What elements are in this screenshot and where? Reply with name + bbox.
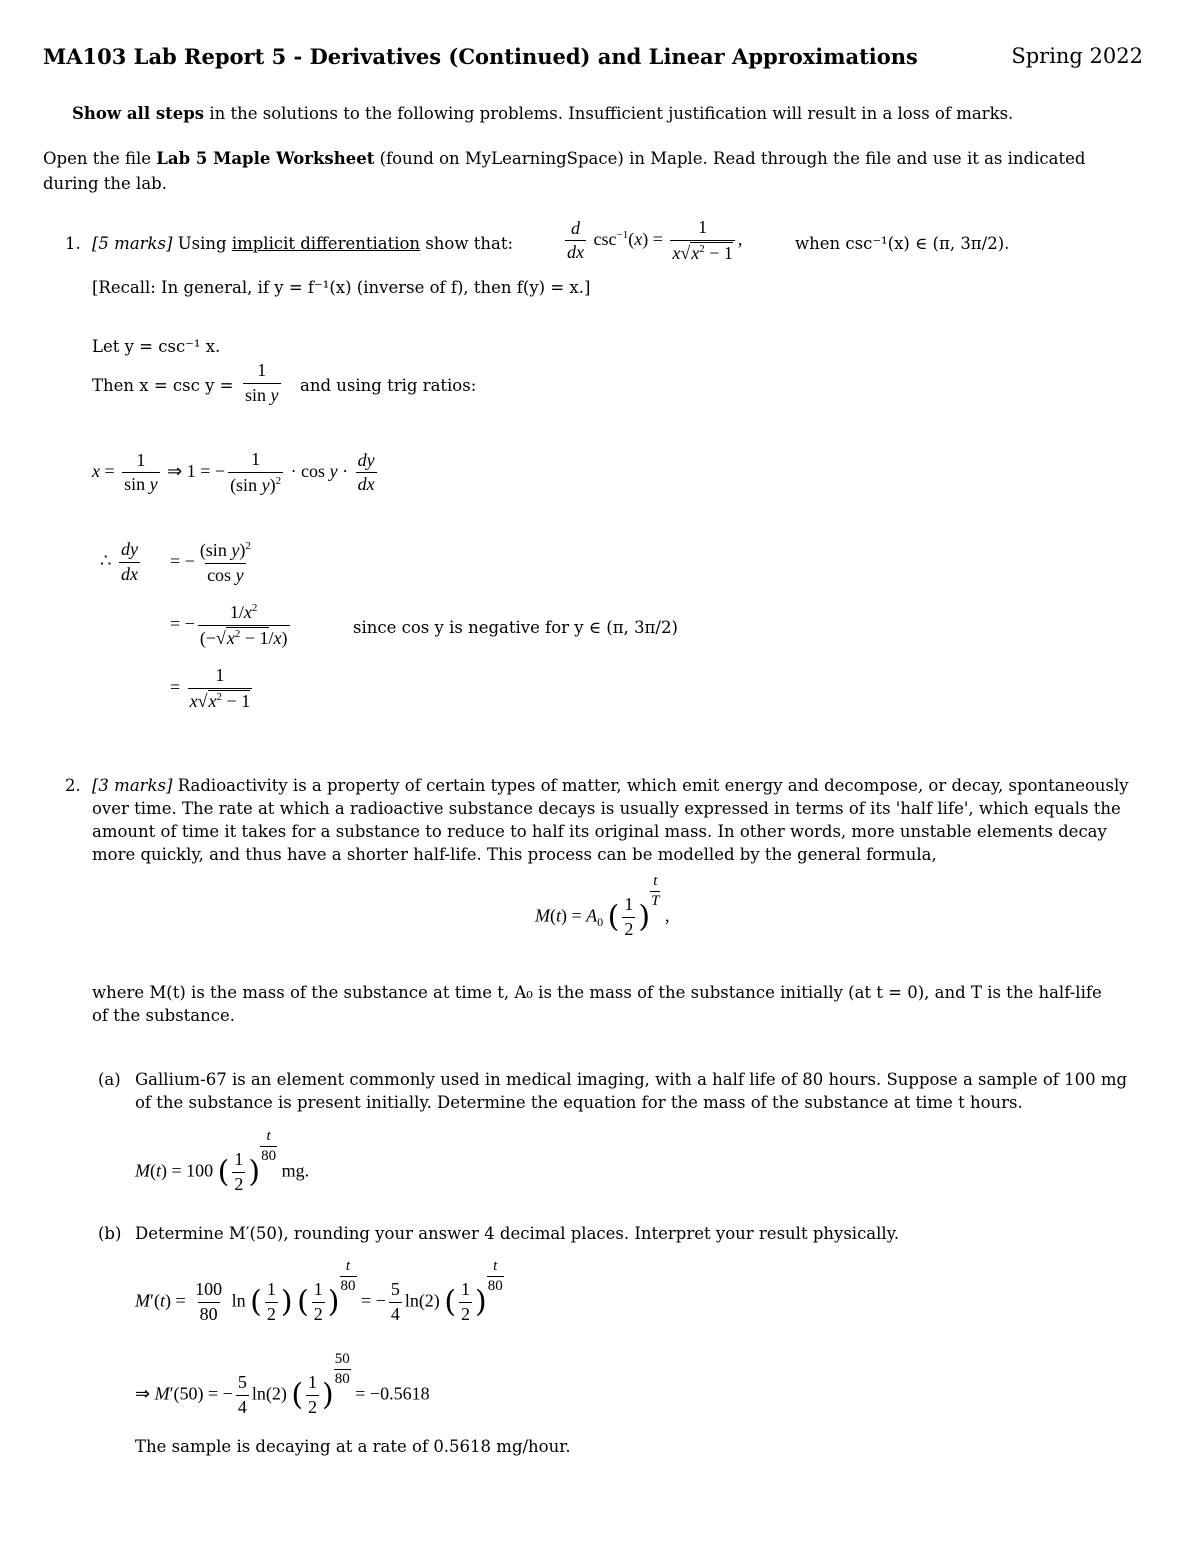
q2b-result: = −0.5618 (355, 1383, 430, 1404)
q2-general-formula: $M(t) = A_0$ ( $\frac{1}{2}$ ) $\frac{t}{T}$ , (535, 873, 670, 939)
q1-number: 1. (65, 234, 81, 253)
q2b-conclusion: The sample is decaying at a rate of 0.5618 mg/hour. (135, 1437, 571, 1456)
q1-then: Then x = csc y = (92, 376, 234, 395)
q1-method: implicit differentiation (231, 234, 421, 253)
open-file-pre: Open the file (43, 149, 157, 168)
open-file-post: (found on MyLearningSpace) in Maple. Read through the file and use it as indicated (374, 149, 1086, 168)
q1-target-formula: $\frac{d}{dx}$ $\csc^{-1}(x)$ = $\frac{1}{x√x^2 - 1}$ , (567, 217, 743, 263)
instructions-bold: Show all steps (72, 104, 205, 123)
q1-step-3: = − $\frac{1/x^2}{(-√x^2 - 1/x)}$ (170, 602, 288, 648)
q2-marks: [3 marks] (92, 776, 173, 795)
open-file-line (43, 149, 1085, 168)
q1-step-2-rhs: = − $\frac{(\sin y)^2}{\text{cos y}}$ (170, 540, 251, 585)
q2-where-1: where M(t) is the mass of the substance at time t, A₀ is the mass of the substance initially (at t = 0), and T is the half-life (92, 983, 1102, 1002)
q1-recall: [Recall: In general, if y = f⁻¹(x) (inverse of f), then f(y) = x.] (92, 278, 591, 297)
q1-step-4: = $\frac{1}{x√x^2 - 1}$ (170, 665, 251, 711)
q2b-derivative: M′(t) = $\frac{100}{80}$ ln ( $\frac{1}{2}$ ) ( $\frac{1}{2}$ ) $\frac{t}{80}$ = − $\frac{5}{4}$ ln(2) ( $\frac{1}{2}$ ) $\frac{t}{80}$ (135, 1258, 503, 1324)
q2-text-1: Radioactivity is a property of certain types of matter, which emit energy and decompose, or decay, spontaneously (177, 776, 1129, 795)
q2-line-4: more quickly, and thus have a shorter half-life. This process can be modelled by the general formula, (92, 845, 937, 864)
q1-step-1: x = $\frac{1}{\text{sin y}}$ ⇒ 1 = − $\frac{1}{(\sin y)^2}$ · cos y · $\frac{dy}{dx}$ (92, 449, 375, 495)
q1-step-2: ∴ $\frac{dy}{dx}$ (100, 539, 138, 584)
q2a-line-2: of the substance is present initially. Determine the equation for the mass of the substance at time t hours. (135, 1093, 1023, 1112)
maple-worksheet-name: Lab 5 Maple Worksheet (156, 149, 375, 168)
q2a-line-1: Gallium-67 is an element commonly used in medical imaging, with a half life of 80 hours. Suppose a sample of 100 mg (135, 1070, 1128, 1089)
q2a-unit: mg. (281, 1160, 310, 1181)
q2-where-2: of the substance. (92, 1006, 236, 1025)
q1-statement (92, 234, 513, 253)
q1-condition: when csc⁻¹(x) ∈ (π, 3π/2). (795, 234, 1010, 253)
q1-since: since cos y is negative for y ∈ (π, 3π/2) (353, 618, 678, 637)
q2-line-1 (92, 776, 1129, 795)
q2b-label: (b) (98, 1224, 122, 1243)
q1-then-frac: $\frac{1}{\text{sin y}}$ (245, 360, 279, 405)
page-title: MA103 Lab Report 5 - Derivatives (Continued) and Linear Approximations (43, 44, 918, 69)
instructions (72, 104, 1013, 123)
q2-line-3: amount of time it takes for a substance to reduce to half its original mass. In other words, more unstable elements decay (92, 822, 1107, 841)
q2-number: 2. (65, 776, 81, 795)
q2a-label: (a) (98, 1070, 121, 1089)
q2-line-2: over time. The rate at which a radioactive substance decays is usually expressed in terms of its 'half life', which equals the (92, 799, 1121, 818)
instructions-text: in the solutions to the following problems. Insufficient justification will result in a loss of marks. (204, 104, 1014, 123)
q2b-evaluation: ⇒ M′(50) = − $\frac{5}{4}$ ln(2) ( $\frac{1}{2}$ ) $\frac{50}{80}$ = −0.5618 (135, 1351, 430, 1417)
term-label: Spring 2022 (1011, 44, 1143, 68)
q1-then-post: and using trig ratios: (300, 376, 477, 395)
open-file-line-2: during the lab. (43, 174, 167, 193)
q1-let: Let y = csc⁻¹ x. (92, 337, 221, 356)
q1-marks: [5 marks] (92, 234, 173, 253)
q2a-answer: M(t) = 100 ( $\frac{1}{2}$ ) $\frac{t}{80}$ mg. (135, 1128, 310, 1194)
q1-show-that: show that: (425, 234, 514, 253)
q2b-line-1: Determine M′(50), rounding your answer 4 decimal places. Interpret your result physically. (135, 1224, 900, 1243)
q1-using: Using (177, 234, 227, 253)
